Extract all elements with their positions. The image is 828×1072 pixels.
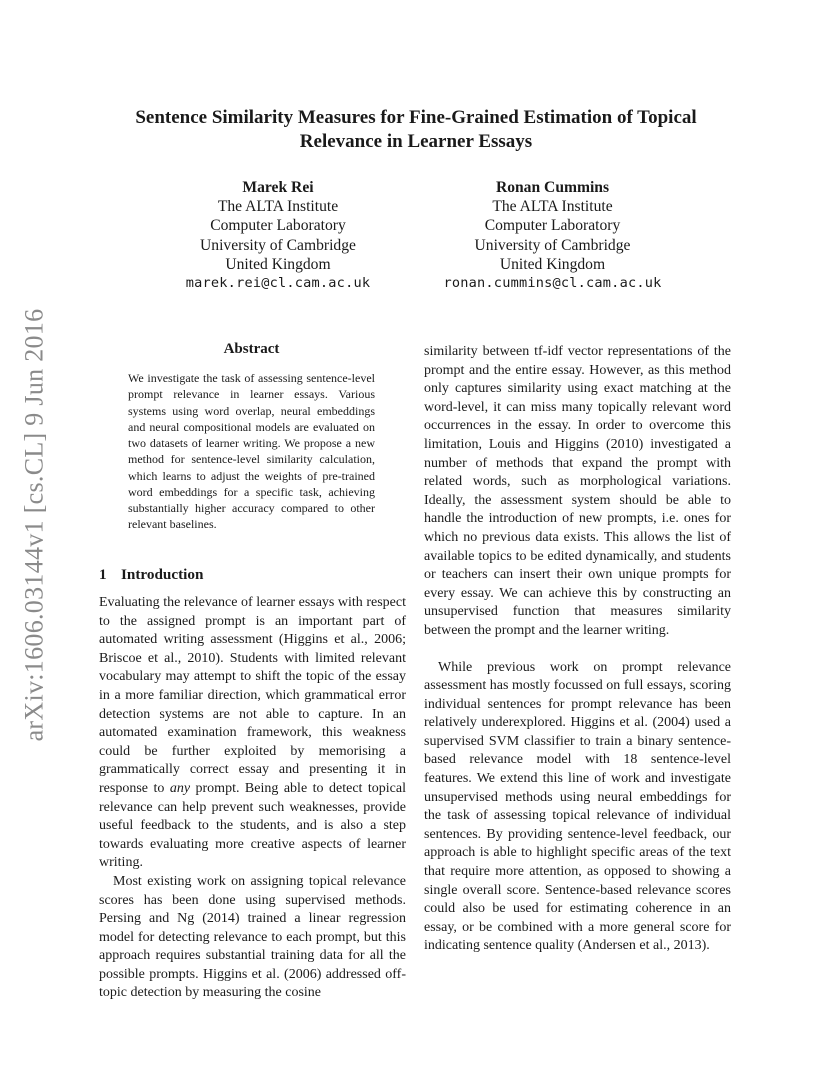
author-email[interactable]: ronan.cummins@cl.cam.ac.uk bbox=[443, 275, 662, 292]
author-affiliation-line: University of Cambridge bbox=[474, 236, 631, 254]
intro-paragraph-2: Most existing work on assigning topical relevance scores has been done using supervised methods. Persing and Ng (2014) trained a linear regression model for detecting relevance to each prompt, but this approach requires substantial training data for all the possible prompts. Higgins et al. (2006) addressed off-topic detection by measuring the cosine bbox=[99, 873, 406, 1001]
author-name: Ronan Cummins bbox=[495, 179, 610, 196]
paragraph-text: Evaluating the relevance of learner essays with respect to the assigned prompt is an important part of automated writing assessment (Higgins et al., 2006; Briscoe et al., 2010). Students with limited relevant vocabulary may attempt to shift the topic of the essay in a more familiar direction, which grammatical error detection systems are not able to capture. In an automated examination framework, this weakness could be further exploited by memorising a grammatically correct essay and presenting it in response to bbox=[99, 595, 406, 796]
section-number: 1 bbox=[99, 566, 107, 583]
author-affiliation-line: Computer Laboratory bbox=[484, 217, 621, 235]
paragraph-text: prompt. Being able to detect topical relevance can help prevent such weaknesses, provide useful feedback to the students, and is also a step towards evaluating more creative aspects of learner writing. bbox=[99, 780, 406, 871]
author-block-2 bbox=[415, 178, 690, 293]
section-title: Introduction bbox=[121, 566, 204, 583]
abstract-heading: Abstract bbox=[223, 341, 280, 357]
left-column-body bbox=[99, 594, 406, 1003]
paper-title: Sentence Similarity Measures for Fine-Grained Estimation of Topical Relevance in Learner Essays bbox=[135, 107, 697, 152]
right-column-body bbox=[424, 343, 731, 956]
author-affiliation-line: Computer Laboratory bbox=[210, 217, 346, 235]
abstract-text: We investigate the task of assessing sentence-level prompt relevance in learner essays. Various systems using word overlap, neural embeddings and neural compositional models are evaluated on two datasets of learner writing. We propose a new method for sentence-level similarity calculation, which learns to adjust the weights of pre-trained word embeddings for a specific task, achieving substantially higher accuracy compared to other relevant baselines. bbox=[128, 371, 375, 532]
intro-paragraph-1 bbox=[99, 594, 406, 873]
emphasis-text: any bbox=[169, 780, 191, 796]
arxiv-stamp-text: arXiv:1606.03144v1 [cs.CL] 9 Jun 2016 bbox=[19, 308, 48, 742]
author-email[interactable]: marek.rei@cl.cam.ac.uk bbox=[185, 275, 371, 292]
author-affiliation-line: The ALTA Institute bbox=[492, 198, 613, 216]
section-heading bbox=[99, 566, 203, 584]
author-affiliation-line: United Kingdom bbox=[499, 255, 606, 273]
author-affiliation-line: United Kingdom bbox=[225, 255, 331, 273]
author-affiliation-line: University of Cambridge bbox=[200, 236, 356, 254]
author-block-1 bbox=[148, 178, 408, 293]
arxiv-side-stamp bbox=[12, 300, 56, 750]
intro-paragraph-3: While previous work on prompt relevance assessment has mostly focussed on full essays, scoring individual sentences for prompt relevance has been relatively underexplored. Higgins et al. (2004) used a supervised SVM classifier to train a binary sentence-based relevance model with 18 sentence-level features. We extend this line of work and investigate unsupervised methods using neural embeddings for the task of assessing topical relevance of individual sentences. By providing sentence-level feedback, our approach is able to highlight specific areas of the text that require more attention, as opposed to showing a single overall score. Sentence-based relevance scores could also be used for estimating coherence in an essay, or be combined with a more general score for indicating sentence quality (Andersen et al., 2013). bbox=[424, 659, 731, 954]
intro-paragraph-2-continued: similarity between tf-idf vector representations of the prompt and the entire essay. However, as this method only captures similarity using exact matching at the word-level, it can miss many topically relevant word occurrences in the essay. In order to overcome this limitation, Louis and Higgins (2010) investigated a number of methods that expand the prompt with related words, such as morphological variations. Ideally, the assessment system should be able to handle the introduction of new prompts, i.e. ones for which no previous data exists. This allows the list of available topics to be edited dynamically, and students or teachers can insert their own unique prompts for every essay. We can achieve this by constructing an unsupervised function that measures similarity between the prompt and the learner writing. bbox=[424, 344, 731, 638]
author-affiliation-line: The ALTA Institute bbox=[217, 198, 339, 216]
author-name: Marek Rei bbox=[242, 179, 314, 196]
